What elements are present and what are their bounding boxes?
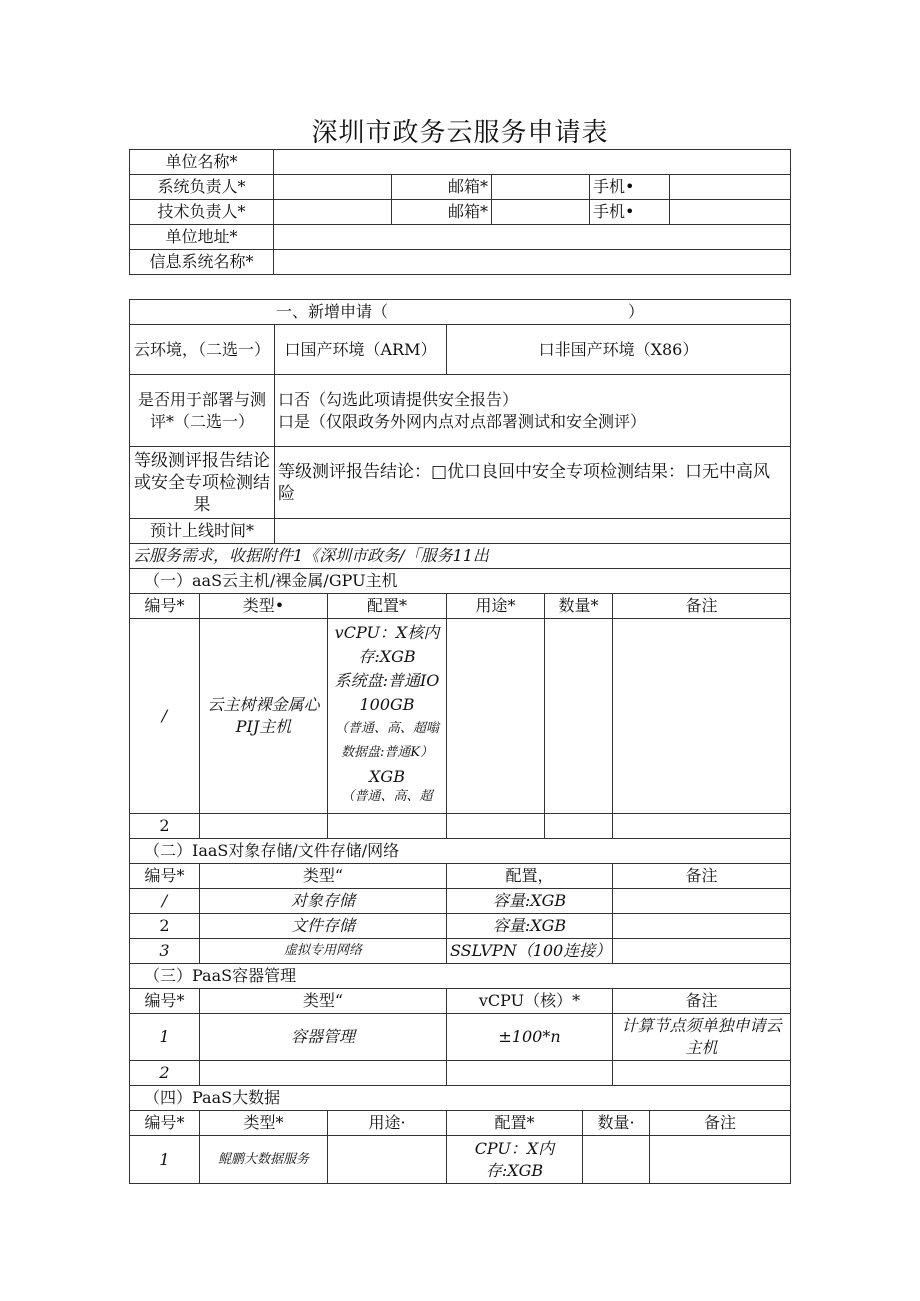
- s1-h-usage: 用途*: [447, 594, 545, 619]
- sys-email-label: 邮箱*: [392, 175, 492, 200]
- s2-r3-no: 3: [130, 939, 200, 964]
- sys-owner-field[interactable]: [274, 175, 392, 200]
- s4-h-qty: 数量·: [583, 1111, 650, 1136]
- s1-cfg-line: （普通、高、超: [341, 789, 433, 803]
- s4-cfg-line: 存:XGB: [485, 1160, 544, 1180]
- s2-r2-note[interactable]: [613, 914, 791, 939]
- s4-r1-no: 1: [130, 1136, 200, 1184]
- unit-name-label: 单位名称*: [130, 150, 274, 175]
- s3-r1-cpu: ±100*n: [447, 1014, 613, 1061]
- s1-r2-qty[interactable]: [545, 814, 613, 839]
- s1-r2-no: 2: [130, 814, 200, 839]
- s3-h-note: 备注: [613, 989, 791, 1014]
- env-arm-option[interactable]: 口国产环境（ARM）: [275, 325, 447, 375]
- basic-info-table: [129, 149, 791, 275]
- s2-h-config: 配置，: [447, 864, 613, 889]
- sys-email-field[interactable]: [492, 175, 590, 200]
- s1-r2-note[interactable]: [613, 814, 791, 839]
- tech-owner-field[interactable]: [274, 200, 392, 225]
- s2-r2-config: 容量:XGB: [447, 914, 613, 939]
- info-sys-field[interactable]: [274, 250, 791, 275]
- address-label: 单位地址*: [130, 225, 274, 250]
- tech-phone-field[interactable]: [670, 200, 791, 225]
- s2-h-type: 类型“: [200, 864, 447, 889]
- tech-owner-label: 技术负责人*: [130, 200, 274, 225]
- s3-h-cpu: vCPU（核）*: [447, 989, 613, 1014]
- s1-h-note: 备注: [613, 594, 791, 619]
- s1-r1-qty[interactable]: [545, 619, 613, 814]
- s2-r3-config: SSLVPN（100连接）: [447, 939, 613, 964]
- tech-email-field[interactable]: [492, 200, 590, 225]
- s3-r1-type: 容器管理: [200, 1014, 447, 1061]
- s1-cfg-line: XGB: [369, 767, 405, 786]
- s2-h-no: 编号*: [130, 864, 200, 889]
- cloud-env-label: 云环境，（二选一）: [130, 325, 275, 375]
- s1-r1-note[interactable]: [613, 619, 791, 814]
- demand-note-text: 云服务需求，收据附件1《深圳市政务/「服务11出: [133, 546, 489, 565]
- s3-h-type: 类型“: [200, 989, 447, 1014]
- s1-r1-usage[interactable]: [447, 619, 545, 814]
- s1-title: （一）aaS云主机/裸金属/GPU主机: [130, 569, 791, 594]
- s3-h-no: 编号*: [130, 989, 200, 1014]
- s2-title: （二）IaaS对象存储/文件存储/网络: [130, 839, 791, 864]
- unit-name-field[interactable]: [274, 150, 791, 175]
- s1-cfg-line: vCPU：X核内: [334, 623, 440, 642]
- deploy-label: 是否用于部署与测评*（二选一）: [130, 375, 275, 447]
- s1-cfg-line: 100GB: [359, 695, 415, 714]
- s4-r1-config: [447, 1136, 583, 1184]
- s1-cfg-line: 存:XGB: [358, 647, 416, 666]
- s4-title: （四）PaaS大数据: [130, 1086, 791, 1111]
- s4-r1-qty[interactable]: [583, 1136, 650, 1184]
- env-x86-option[interactable]: 口非国产环境（X86）: [447, 325, 791, 375]
- s2-r2-no: 2: [130, 914, 200, 939]
- s4-r1-usage[interactable]: [328, 1136, 447, 1184]
- deploy-no-option[interactable]: 口否（勾选此项请提供安全报告）: [278, 389, 519, 409]
- service-request-table: [129, 299, 791, 1184]
- s1-cfg-line: （普通、高、超嗡: [334, 721, 439, 736]
- s3-title: （三）PaaS容器管理: [130, 964, 791, 989]
- page-title: 深圳市政务云服务申请表: [311, 118, 609, 148]
- s1-r1-no: /: [130, 619, 200, 814]
- s1-r2-type[interactable]: [200, 814, 328, 839]
- s3-r2-type[interactable]: [200, 1061, 447, 1086]
- info-sys-label: 信息系统名称*: [130, 250, 274, 275]
- s1-h-qty: 数量*: [545, 594, 613, 619]
- s1-h-no: 编号*: [130, 594, 200, 619]
- tech-phone-label: 手机•: [590, 200, 670, 225]
- address-field[interactable]: [274, 225, 791, 250]
- s1-cfg-line: 数据盘:普通K）: [340, 745, 434, 760]
- sys-owner-label: 系统负责人*: [130, 175, 274, 200]
- s2-r1-no: /: [130, 889, 200, 914]
- sys-phone-field[interactable]: [670, 175, 791, 200]
- s4-h-note: 备注: [650, 1111, 791, 1136]
- new-apply-header: [130, 300, 791, 325]
- sys-phone-label: 手机•: [590, 175, 670, 200]
- s3-r2-note[interactable]: [613, 1061, 791, 1086]
- s2-r1-type: 对象存储: [200, 889, 447, 914]
- s4-cfg-line: CPU：X内: [474, 1138, 555, 1158]
- s2-r2-type: 文件存储: [200, 914, 447, 939]
- s1-h-type: 类型•: [200, 594, 328, 619]
- s3-r2-no: 2: [130, 1061, 200, 1086]
- s1-r1-type: 云主树裸金属心PIJ主机: [200, 619, 328, 814]
- s1-r2-usage[interactable]: [447, 814, 545, 839]
- demand-note: [130, 544, 791, 569]
- online-time-label: 预计上线时间*: [130, 519, 275, 544]
- new-apply-header-text: 一、新增申请（: [275, 302, 388, 321]
- level-report-label: 等级测评报告结论或安全专项检测结果: [130, 447, 275, 519]
- online-time-field[interactable]: [275, 519, 791, 544]
- s2-r1-note[interactable]: [613, 889, 791, 914]
- s2-r3-type: 虚拟专用网络: [200, 939, 447, 964]
- s4-r1-type: 鲲鹏大数据服务: [200, 1136, 328, 1184]
- s3-r1-note: 计算节点须单独申请云主机: [613, 1014, 791, 1061]
- s1-r2-config[interactable]: [328, 814, 447, 839]
- s4-r1-note[interactable]: [650, 1136, 791, 1184]
- new-apply-header-close: ）: [628, 302, 645, 321]
- deploy-yes-option[interactable]: 口是（仅限政务外网内点对点部署测试和安全测评）: [278, 411, 647, 431]
- s4-h-no: 编号*: [130, 1111, 200, 1136]
- s4-h-config: 配置*: [447, 1111, 583, 1136]
- s3-r2-cpu[interactable]: [447, 1061, 613, 1086]
- tech-email-label: 邮箱*: [392, 200, 492, 225]
- s4-h-usage: 用途·: [328, 1111, 447, 1136]
- s2-r3-note[interactable]: [613, 939, 791, 964]
- s4-h-type: 类型*: [200, 1111, 328, 1136]
- level-report-options[interactable]: 等级测评报告结论：□优口良回中安全专项检测结果：口无中高风险: [275, 447, 791, 519]
- s1-h-config: 配置*: [328, 594, 447, 619]
- s2-h-note: 备注: [613, 864, 791, 889]
- s3-r1-no: 1: [130, 1014, 200, 1061]
- s1-cfg-line: 系统盘:普通IO: [334, 671, 440, 690]
- s1-r1-config: [328, 619, 447, 814]
- s2-r1-config: 容量:XGB: [447, 889, 613, 914]
